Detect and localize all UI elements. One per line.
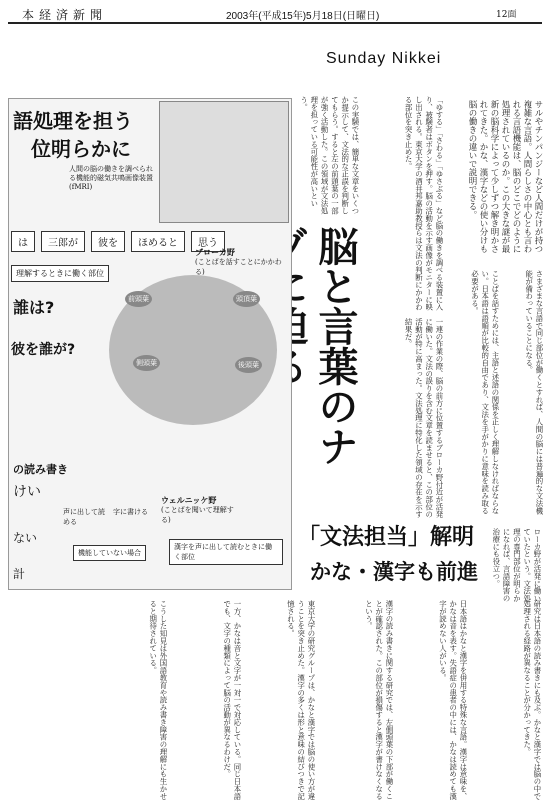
intro-text: サルやチンパンジーなど人間だけが持つ複雑な言語。人間らしさの中心とも言われる言語機能は、脳のどこでどのように処理されているのか。この大きな謎が最新の脳科学によって少しずつ解き明かされてきた。かな、漢字などの使い分けも脳の働きの違いで説明できる。 — [467, 100, 543, 253]
section-brand: Sunday Nikkei — [326, 50, 442, 67]
sentence-word: 彼を — [91, 231, 125, 252]
sentence-word: 三郎が — [41, 231, 85, 252]
frontal-lobe-label: 前頭葉 — [125, 291, 152, 307]
bottom-column-3: 漢字の読み書きに関する研究では、左側頭葉の下部が働くことが確認された。この部位が損傷すると漢字が書けなくなるという。 — [364, 600, 394, 800]
bottom-column-6: こうした知見は外国語教育や読み書き障害の理解にも生かせると期待されている。 — [148, 600, 168, 800]
wernicke-note: (ことばを聞いて理解する) — [161, 506, 234, 524]
broca-note: (ことばを話すことにかかわる) — [195, 258, 282, 276]
sentence-words — [11, 231, 225, 252]
sentence-word: は — [11, 231, 35, 252]
article-column-4: 一連の作業の際、脳の前方に位置するブローカ野付近が活発に働いた。文法の誤りを含む文章を読ませると、この部位の活動が特に高まった。文法処理に特化した領域の存在を示す結果だ。 — [404, 318, 444, 518]
bottom-column-1: 研究は日本語の読み書きにも及ぶ。かなと漢字では脳の中で処理される経路が異なることが分かってきた。 — [522, 600, 542, 800]
edge-word-2: 計 — [13, 567, 26, 581]
question-him: 彼を誰が? — [11, 342, 76, 358]
article-column-5: ことばを話すためには、主語と述語の関係を正しく理解しなければならない。日本語は語順が比較的自由であり、文法を手がかりに意味を読み取る必要がある。 — [470, 270, 500, 515]
main-headline: 脳と言葉のナ — [312, 226, 358, 466]
occipital-lobe-label: 後頭葉 — [235, 357, 262, 373]
wernicke-label: ウェルニッケ野 — [161, 495, 217, 505]
issue-date: 2003年(平成15年)5月18日(日曜日) — [226, 11, 380, 22]
kanji-example: けい — [13, 484, 41, 500]
subhead-kana-kanji: かな・漢字も前進 — [310, 560, 478, 584]
bottom-column-4: 東京大学の研究グループは、かなと漢字では脳の使い方が違うことを突き止めた。漢字の多くは形と意味の結びつきで記憶される。 — [286, 600, 316, 800]
read-aloud-label: 声に出して読める — [63, 508, 105, 526]
article-column-6: さまざまな言語で同じ部位が働くとすれば、人間の脳には普遍的な文法機能が備わっていることになる。 — [524, 270, 544, 515]
sentence-word: ほめると — [131, 231, 185, 252]
brain-figure — [8, 98, 292, 590]
newspaper-name: 本経済新聞 — [22, 8, 108, 22]
sentence-word: 思う — [191, 231, 225, 252]
article-column-3: この実験では、簡単な文章をいくつか提示して、文法的な正誤を判断してもらう。すると左の前頭葉の一部が強く活動した。この領域が文法処理を担っている可能性が高いという。 — [299, 96, 360, 215]
not-functioning-label: 機能していない場合 — [73, 545, 146, 561]
fmri-photo — [159, 101, 289, 223]
writable-label: 字に書ける — [113, 508, 148, 516]
broca-label: ブローカ野 — [195, 247, 235, 257]
kanji-area-note: 漢字を声に出して読むときに働く部位 — [169, 539, 283, 565]
reading-writing-label: の読み書き — [13, 463, 68, 476]
temporal-lobe-label: 側頭葉 — [133, 355, 160, 371]
subhead-grammar: 「文法担当」解明 — [298, 525, 475, 550]
article-column-2: 「ゆする」「さわる」「ゆさぶる」など脳の働きを調べる装置に入り、被験者はボタンを押す。脳の活動を示す画像がモニターに映し出される。東京大学の酒井邦嘉助教授らは文法の判断にかかわる部位を突き止めた。 — [404, 96, 444, 311]
page-number: 12面 — [496, 10, 517, 20]
figure-title-line1: 語処理を担う — [13, 109, 133, 133]
masthead-rule — [8, 22, 542, 24]
photo-caption: 人間の脳の働きを調べられる機能的磁気共鳴画像装置(fMRI) — [69, 165, 153, 191]
bottom-column-5: 一方、かなは音と文字が一対一で対応している。同じ日本語でも、文字の種類によって脳の活動が異なるわけだ。 — [222, 600, 242, 800]
comprehension-label: 理解するときに働く部位 — [11, 265, 109, 282]
article-column-7: ローカ野が活発に働いていたという。文法処理の専門部位が明らかになれば、言語障害の治療にも役立つ。 — [491, 528, 542, 602]
bottom-column-2: 日本語はかなと漢字を併用する特殊な言語。漢字は意味を、かなは音を表す。失語症の患者の中には、かなは読めても漢字が読めない人がいる。 — [438, 600, 468, 800]
parietal-lobe-label: 頭頂葉 — [233, 291, 260, 307]
question-who: 誰は? — [13, 298, 55, 317]
figure-title-line2: 位明らかに — [31, 137, 131, 161]
edge-word-1: ない — [13, 531, 38, 545]
